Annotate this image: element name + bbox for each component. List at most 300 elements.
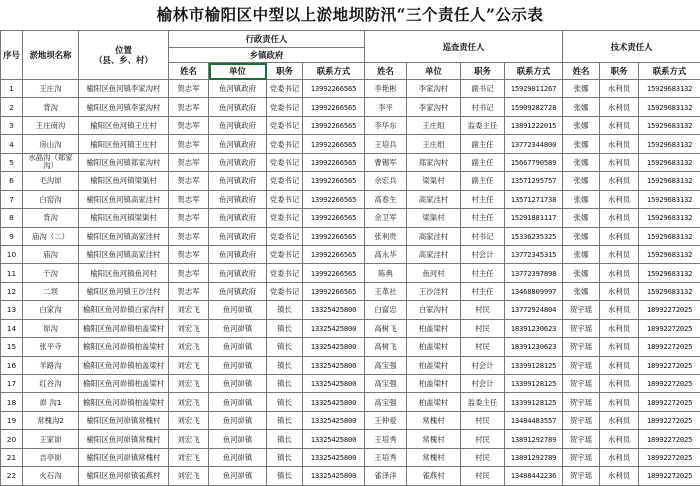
table-row: [1, 393, 700, 411]
header-tech-group: 技术责任人: [563, 31, 700, 63]
cell-patrol-contact: 13571271738: [505, 190, 563, 208]
cell-location: 榆阳区鱼河峁镇柏盖梁村: [79, 375, 169, 393]
cell-seq: 4: [1, 135, 23, 153]
cell-patrol-contact: 18391230623: [505, 319, 563, 337]
cell-location: 榆阳区鱼河峁镇柏盖梁村: [79, 338, 169, 356]
cell-patrol-name: 王培秀: [365, 430, 407, 448]
header-admin-contact: 联系方式: [303, 63, 365, 80]
cell-tech-contact: 15929683132: [639, 245, 700, 263]
cell-patrol-unit: 常槐村: [407, 430, 461, 448]
cell-admin-unit: 鱼河镇政府: [209, 209, 267, 227]
cell-tech-name: 张娜: [563, 264, 600, 282]
cell-tech-duty: 水利员: [600, 301, 639, 319]
table-row: [1, 135, 700, 153]
header-dam-name: 淤地坝名称: [23, 31, 79, 80]
cell-tech-duty: 水利员: [600, 319, 639, 337]
table-header: [1, 31, 700, 80]
header-admin-unit[interactable]: 单位: [209, 63, 267, 80]
cell-admin-unit: 鱼河镇政府: [209, 98, 267, 116]
table-row: [1, 264, 700, 282]
cell-location: 榆阳区鱼河峁镇柏盖梁村: [79, 356, 169, 374]
cell-patrol-contact: 13488442236: [505, 467, 563, 485]
table-row: [1, 172, 700, 190]
cell-admin-duty: 党委书记: [267, 135, 303, 153]
cell-patrol-duty: 副主任: [461, 135, 505, 153]
cell-admin-contact: 13992266565: [303, 116, 365, 134]
cell-admin-contact: 13325425800: [303, 393, 365, 411]
responsibility-table: [0, 30, 700, 486]
cell-patrol-name: 雀泽洋: [365, 467, 407, 485]
cell-location: 榆阳区鱼河镇高家洼村: [79, 190, 169, 208]
cell-dam-name: 二坝: [23, 282, 79, 300]
cell-dam-name: 红谷沟: [23, 375, 79, 393]
cell-tech-name: 贺宇瑶: [563, 338, 600, 356]
cell-admin-unit: 鱼河峁镇: [209, 393, 267, 411]
cell-admin-duty: 镇长: [267, 393, 303, 411]
cell-patrol-unit: 柏盖梁村: [407, 375, 461, 393]
cell-patrol-unit: 高家洼村: [407, 190, 461, 208]
cell-tech-contact: 15929683132: [639, 227, 700, 245]
header-tech-name: 姓名: [563, 63, 600, 80]
cell-patrol-contact: 13399128125: [505, 356, 563, 374]
cell-tech-name: 张娜: [563, 282, 600, 300]
cell-patrol-contact: 15667790589: [505, 153, 563, 171]
cell-admin-duty: 镇长: [267, 356, 303, 374]
table-row: [1, 411, 700, 429]
cell-dam-name: 王庄南沟: [23, 116, 79, 134]
cell-patrol-unit: 高家洼村: [407, 227, 461, 245]
cell-tech-duty: 水利员: [600, 393, 639, 411]
cell-patrol-duty: 监委主任: [461, 393, 505, 411]
cell-seq: 14: [1, 319, 23, 337]
cell-patrol-duty: 村民: [461, 338, 505, 356]
cell-location: 榆阳区鱼河镇李家沟村: [79, 98, 169, 116]
cell-admin-name: 刘宏飞: [169, 467, 209, 485]
cell-admin-name: 贺志军: [169, 116, 209, 134]
cell-admin-name: 贺志军: [169, 80, 209, 98]
cell-admin-contact: 13992266565: [303, 264, 365, 282]
cell-patrol-contact: 13891292789: [505, 430, 563, 448]
cell-admin-unit: 鱼河镇政府: [209, 80, 267, 98]
cell-patrol-unit: 常槐村: [407, 448, 461, 466]
cell-tech-duty: 水利员: [600, 153, 639, 171]
cell-dam-name: 王家峁: [23, 430, 79, 448]
table-row: [1, 375, 700, 393]
cell-patrol-duty: 村民: [461, 301, 505, 319]
cell-tech-duty: 水利员: [600, 190, 639, 208]
cell-admin-unit: 鱼河峁镇: [209, 467, 267, 485]
cell-admin-unit: 鱼河镇政府: [209, 116, 267, 134]
cell-admin-contact: 13325425800: [303, 338, 365, 356]
cell-tech-name: 贺宇瑶: [563, 448, 600, 466]
table-row: [1, 190, 700, 208]
cell-tech-name: 张娜: [563, 190, 600, 208]
cell-admin-name: 刘宏飞: [169, 319, 209, 337]
cell-seq: 11: [1, 264, 23, 282]
cell-admin-name: 贺志军: [169, 190, 209, 208]
cell-patrol-contact: 13772397898: [505, 264, 563, 282]
cell-patrol-contact: 13772344800: [505, 135, 563, 153]
cell-admin-unit: 鱼河峁镇: [209, 375, 267, 393]
cell-patrol-contact: 15929011267: [505, 80, 563, 98]
cell-dam-name: 水晶沟（郑家沟）: [23, 153, 79, 171]
cell-tech-name: 贺宇瑶: [563, 430, 600, 448]
cell-tech-name: 张娜: [563, 135, 600, 153]
cell-admin-name: 刘宏飞: [169, 356, 209, 374]
header-tech-duty: 职务: [600, 63, 639, 80]
cell-patrol-duty: 村会计: [461, 356, 505, 374]
cell-tech-duty: 水利员: [600, 245, 639, 263]
cell-location: 榆阳区鱼河峁镇雀燕村: [79, 467, 169, 485]
cell-dam-name: 峁 沟1: [23, 393, 79, 411]
cell-patrol-name: 陈典: [365, 264, 407, 282]
cell-patrol-unit: 白家沟村: [407, 301, 461, 319]
cell-admin-contact: 13992266565: [303, 80, 365, 98]
cell-patrol-unit: 李家沟村: [407, 80, 461, 98]
cell-patrol-name: 王培兵: [365, 135, 407, 153]
cell-patrol-contact: 13772345315: [505, 245, 563, 263]
header-patrol-unit: 单位: [407, 63, 461, 80]
cell-admin-name: 贺志军: [169, 282, 209, 300]
cell-admin-duty: 党委书记: [267, 264, 303, 282]
cell-location: 榆阳区鱼河镇梁渠村: [79, 172, 169, 190]
cell-tech-name: 张娜: [563, 80, 600, 98]
cell-location: 榆阳区鱼河峁镇常槐村: [79, 411, 169, 429]
cell-tech-name: 贺宇瑶: [563, 301, 600, 319]
cell-patrol-duty: 村主任: [461, 264, 505, 282]
cell-admin-unit: 鱼河镇政府: [209, 245, 267, 263]
cell-admin-unit: 鱼河镇政府: [209, 135, 267, 153]
cell-tech-duty: 水利员: [600, 135, 639, 153]
cell-admin-contact: 13992266565: [303, 209, 365, 227]
cell-admin-duty: 党委书记: [267, 153, 303, 171]
header-tech-contact: 联系方式: [639, 63, 700, 80]
header-admin-name: 姓名: [169, 63, 209, 80]
cell-admin-name: 刘宏飞: [169, 448, 209, 466]
cell-seq: 16: [1, 356, 23, 374]
cell-admin-duty: 党委书记: [267, 172, 303, 190]
table-row: [1, 245, 700, 263]
cell-tech-duty: 水利员: [600, 430, 639, 448]
cell-location: 榆阳区鱼河峁镇柏盖梁村: [79, 393, 169, 411]
table-body: [1, 80, 700, 486]
cell-admin-duty: 镇长: [267, 467, 303, 485]
cell-location: 榆阳区鱼河峁镇柏盖梁村: [79, 319, 169, 337]
cell-admin-duty: 镇长: [267, 448, 303, 466]
cell-admin-name: 刘宏飞: [169, 411, 209, 429]
cell-dam-name: 峁沟: [23, 319, 79, 337]
cell-location: 榆阳区鱼河峁镇常槐村: [79, 430, 169, 448]
table-row: [1, 98, 700, 116]
cell-admin-contact: 13325425800: [303, 301, 365, 319]
table-row: [1, 153, 700, 171]
cell-tech-contact: 15929683132: [639, 282, 700, 300]
cell-tech-contact: 15929683132: [639, 135, 700, 153]
cell-admin-unit: 鱼河峁镇: [209, 301, 267, 319]
cell-admin-name: 贺志军: [169, 153, 209, 171]
table-row: [1, 467, 700, 485]
cell-admin-contact: 13992266565: [303, 98, 365, 116]
table-row: [1, 80, 700, 98]
cell-patrol-unit: 梁渠村: [407, 209, 461, 227]
header-patrol-duty: 职务: [461, 63, 505, 80]
cell-location: 榆阳区鱼河镇李家沟村: [79, 80, 169, 98]
cell-admin-unit: 鱼河镇政府: [209, 172, 267, 190]
cell-patrol-name: 张利贵: [365, 227, 407, 245]
cell-patrol-name: 李平: [365, 98, 407, 116]
cell-dam-name: 常槐沟2: [23, 411, 79, 429]
cell-patrol-contact: 13399128125: [505, 375, 563, 393]
cell-seq: 17: [1, 375, 23, 393]
cell-patrol-duty: 村主任: [461, 190, 505, 208]
header-admin-group: 行政责任人: [169, 31, 365, 48]
cell-patrol-name: 高树飞: [365, 319, 407, 337]
table-row: [1, 338, 700, 356]
cell-admin-contact: 13325425800: [303, 375, 365, 393]
cell-patrol-unit: 柏盖梁村: [407, 356, 461, 374]
cell-admin-contact: 13992266565: [303, 153, 365, 171]
cell-tech-contact: 15929683132: [639, 172, 700, 190]
table-row: [1, 116, 700, 134]
cell-tech-duty: 水利员: [600, 80, 639, 98]
cell-admin-name: 刘宏飞: [169, 430, 209, 448]
cell-admin-contact: 13992266565: [303, 245, 365, 263]
cell-admin-unit: 鱼河峁镇: [209, 356, 267, 374]
cell-patrol-duty: 村主任: [461, 209, 505, 227]
cell-tech-duty: 水利员: [600, 172, 639, 190]
cell-patrol-contact: 15336235325: [505, 227, 563, 245]
table-row: [1, 430, 700, 448]
cell-tech-contact: 18992272025: [639, 467, 700, 485]
cell-admin-name: 贺志军: [169, 245, 209, 263]
cell-location: 榆阳区鱼河镇郑家沟村: [79, 153, 169, 171]
table-row: [1, 227, 700, 245]
cell-admin-contact: 13992266565: [303, 172, 365, 190]
cell-admin-name: 刘宏飞: [169, 301, 209, 319]
cell-tech-duty: 水利员: [600, 467, 639, 485]
cell-tech-duty: 水利员: [600, 338, 639, 356]
cell-admin-duty: 镇长: [267, 301, 303, 319]
cell-tech-name: 贺宇瑶: [563, 319, 600, 337]
cell-admin-duty: 镇长: [267, 338, 303, 356]
cell-admin-duty: 党委书记: [267, 282, 303, 300]
header-admin-sub: 乡镇政府: [169, 48, 365, 63]
cell-admin-contact: 13992266565: [303, 190, 365, 208]
cell-admin-duty: 党委书记: [267, 209, 303, 227]
cell-tech-name: 张娜: [563, 153, 600, 171]
cell-admin-contact: 13992266565: [303, 282, 365, 300]
cell-admin-contact: 13325425800: [303, 448, 365, 466]
cell-admin-unit: 鱼河镇政府: [209, 264, 267, 282]
cell-seq: 6: [1, 172, 23, 190]
cell-admin-unit: 鱼河峁镇: [209, 338, 267, 356]
cell-patrol-contact: 13891292789: [505, 448, 563, 466]
cell-admin-name: 刘宏飞: [169, 338, 209, 356]
cell-patrol-unit: 常槐村: [407, 411, 461, 429]
cell-tech-duty: 水利员: [600, 98, 639, 116]
cell-seq: 15: [1, 338, 23, 356]
cell-admin-unit: 鱼河镇政府: [209, 190, 267, 208]
cell-tech-name: 张娜: [563, 209, 600, 227]
cell-tech-contact: 15929683132: [639, 209, 700, 227]
cell-dam-name: 房山沟: [23, 135, 79, 153]
cell-dam-name: 干沟: [23, 264, 79, 282]
cell-patrol-name: 李华东: [365, 116, 407, 134]
cell-seq: 2: [1, 98, 23, 116]
cell-location: 榆阳区鱼河镇王庄村: [79, 135, 169, 153]
cell-admin-name: 贺志军: [169, 98, 209, 116]
cell-tech-name: 张娜: [563, 172, 600, 190]
cell-admin-duty: 镇长: [267, 411, 303, 429]
cell-location: 榆阳区鱼河峁镇常槐村: [79, 448, 169, 466]
cell-patrol-unit: 郑家沟村: [407, 153, 461, 171]
cell-admin-name: 贺志军: [169, 227, 209, 245]
cell-admin-contact: 13325425800: [303, 411, 365, 429]
cell-admin-unit: 鱼河峁镇: [209, 319, 267, 337]
cell-seq: 21: [1, 448, 23, 466]
cell-patrol-contact: 18391230623: [505, 338, 563, 356]
cell-tech-contact: 15929683132: [639, 98, 700, 116]
cell-tech-name: 张娜: [563, 245, 600, 263]
cell-dam-name: 王庄沟: [23, 80, 79, 98]
cell-patrol-duty: 村民: [461, 448, 505, 466]
cell-patrol-unit: 柏盖梁村: [407, 319, 461, 337]
cell-tech-contact: 18992272025: [639, 356, 700, 374]
table-row: [1, 209, 700, 227]
cell-dam-name: 背沟: [23, 98, 79, 116]
cell-patrol-unit: 梁渠村: [407, 172, 461, 190]
cell-tech-duty: 水利员: [600, 448, 639, 466]
cell-admin-unit: 鱼河镇政府: [209, 153, 267, 171]
cell-patrol-name: 高宝强: [365, 375, 407, 393]
cell-tech-contact: 15929683132: [639, 190, 700, 208]
cell-seq: 5: [1, 153, 23, 171]
cell-tech-duty: 水利员: [600, 356, 639, 374]
cell-location: 榆阳区鱼河镇王沙洼村: [79, 282, 169, 300]
cell-tech-duty: 水利员: [600, 411, 639, 429]
cell-admin-contact: 13325425800: [303, 467, 365, 485]
cell-patrol-name: 王培秀: [365, 448, 407, 466]
cell-admin-contact: 13325425800: [303, 356, 365, 374]
cell-seq: 22: [1, 467, 23, 485]
cell-seq: 9: [1, 227, 23, 245]
cell-admin-duty: 党委书记: [267, 98, 303, 116]
cell-admin-duty: 镇长: [267, 430, 303, 448]
cell-tech-contact: 18992272025: [639, 301, 700, 319]
cell-dam-name: 白窑沟: [23, 190, 79, 208]
cell-admin-unit: 鱼河镇政府: [209, 227, 267, 245]
cell-admin-duty: 党委书记: [267, 80, 303, 98]
cell-patrol-unit: 王沙洼村: [407, 282, 461, 300]
cell-patrol-contact: 15291881117: [505, 209, 563, 227]
header-patrol-group: 巡查责任人: [365, 31, 563, 63]
cell-admin-contact: 13992266565: [303, 227, 365, 245]
cell-tech-contact: 18992272025: [639, 448, 700, 466]
cell-tech-duty: 水利员: [600, 375, 639, 393]
cell-patrol-duty: 副书记: [461, 80, 505, 98]
cell-dam-name: 庙沟: [23, 245, 79, 263]
cell-seq: 1: [1, 80, 23, 98]
cell-seq: 13: [1, 301, 23, 319]
cell-tech-contact: 15929683132: [639, 80, 700, 98]
cell-tech-contact: 18992272025: [639, 430, 700, 448]
cell-tech-name: 贺宇瑶: [563, 393, 600, 411]
cell-location: 榆阳区鱼河镇鱼河村: [79, 264, 169, 282]
cell-admin-name: 贺志军: [169, 264, 209, 282]
cell-patrol-duty: 村民: [461, 411, 505, 429]
cell-patrol-duty: 村民: [461, 319, 505, 337]
cell-tech-duty: 水利员: [600, 227, 639, 245]
cell-admin-duty: 党委书记: [267, 227, 303, 245]
table-row: [1, 301, 700, 319]
cell-patrol-unit: 柏盖梁村: [407, 338, 461, 356]
cell-patrol-name: 高宝强: [365, 393, 407, 411]
cell-patrol-contact: 13399128125: [505, 393, 563, 411]
cell-patrol-unit: 柏盖梁村: [407, 393, 461, 411]
cell-dam-name: 毛沟峁: [23, 172, 79, 190]
cell-admin-unit: 鱼河峁镇: [209, 430, 267, 448]
cell-admin-contact: 13325425800: [303, 430, 365, 448]
cell-tech-duty: 水利员: [600, 264, 639, 282]
cell-patrol-duty: 村民: [461, 467, 505, 485]
cell-seq: 20: [1, 430, 23, 448]
cell-patrol-duty: 村主任: [461, 282, 505, 300]
cell-tech-contact: 15929683132: [639, 153, 700, 171]
cell-tech-contact: 18992272025: [639, 375, 700, 393]
cell-patrol-duty: 村书记: [461, 227, 505, 245]
cell-seq: 8: [1, 209, 23, 227]
cell-admin-duty: 党委书记: [267, 116, 303, 134]
cell-seq: 7: [1, 190, 23, 208]
table-row: [1, 356, 700, 374]
cell-admin-duty: 党委书记: [267, 245, 303, 263]
cell-patrol-name: 白富忠: [365, 301, 407, 319]
cell-tech-contact: 18992272025: [639, 319, 700, 337]
table-row: [1, 282, 700, 300]
cell-tech-name: 贺宇瑶: [563, 411, 600, 429]
cell-admin-name: 刘宏飞: [169, 393, 209, 411]
cell-seq: 19: [1, 411, 23, 429]
cell-patrol-contact: 13484483557: [505, 411, 563, 429]
cell-tech-duty: 水利员: [600, 282, 639, 300]
cell-tech-contact: 18992272025: [639, 393, 700, 411]
cell-admin-name: 刘宏飞: [169, 375, 209, 393]
cell-patrol-duty: 村书记: [461, 98, 505, 116]
cell-patrol-unit: 高家洼村: [407, 245, 461, 263]
cell-patrol-unit: 雀燕村: [407, 467, 461, 485]
cell-tech-name: 张娜: [563, 227, 600, 245]
cell-dam-name: 吉亭峁: [23, 448, 79, 466]
cell-tech-contact: 15929683132: [639, 116, 700, 134]
cell-admin-name: 贺志军: [169, 135, 209, 153]
cell-seq: 10: [1, 245, 23, 263]
cell-tech-name: 张娜: [563, 98, 600, 116]
cell-location: 榆阳区鱼河镇高家洼村: [79, 227, 169, 245]
cell-patrol-contact: 13571295757: [505, 172, 563, 190]
cell-admin-unit: 鱼河镇政府: [209, 282, 267, 300]
cell-location: 榆阳区鱼河镇梁渠村: [79, 209, 169, 227]
cell-patrol-unit: 鱼河村: [407, 264, 461, 282]
cell-dam-name: 火石沟: [23, 467, 79, 485]
cell-dam-name: 羊路沟: [23, 356, 79, 374]
cell-patrol-contact: 13891222015: [505, 116, 563, 134]
cell-patrol-name: 王革社: [365, 282, 407, 300]
cell-admin-name: 贺志军: [169, 172, 209, 190]
header-patrol-name: 姓名: [365, 63, 407, 80]
cell-tech-contact: 18992272025: [639, 338, 700, 356]
cell-patrol-duty: 副主任: [461, 172, 505, 190]
cell-patrol-name: 高宝强: [365, 356, 407, 374]
